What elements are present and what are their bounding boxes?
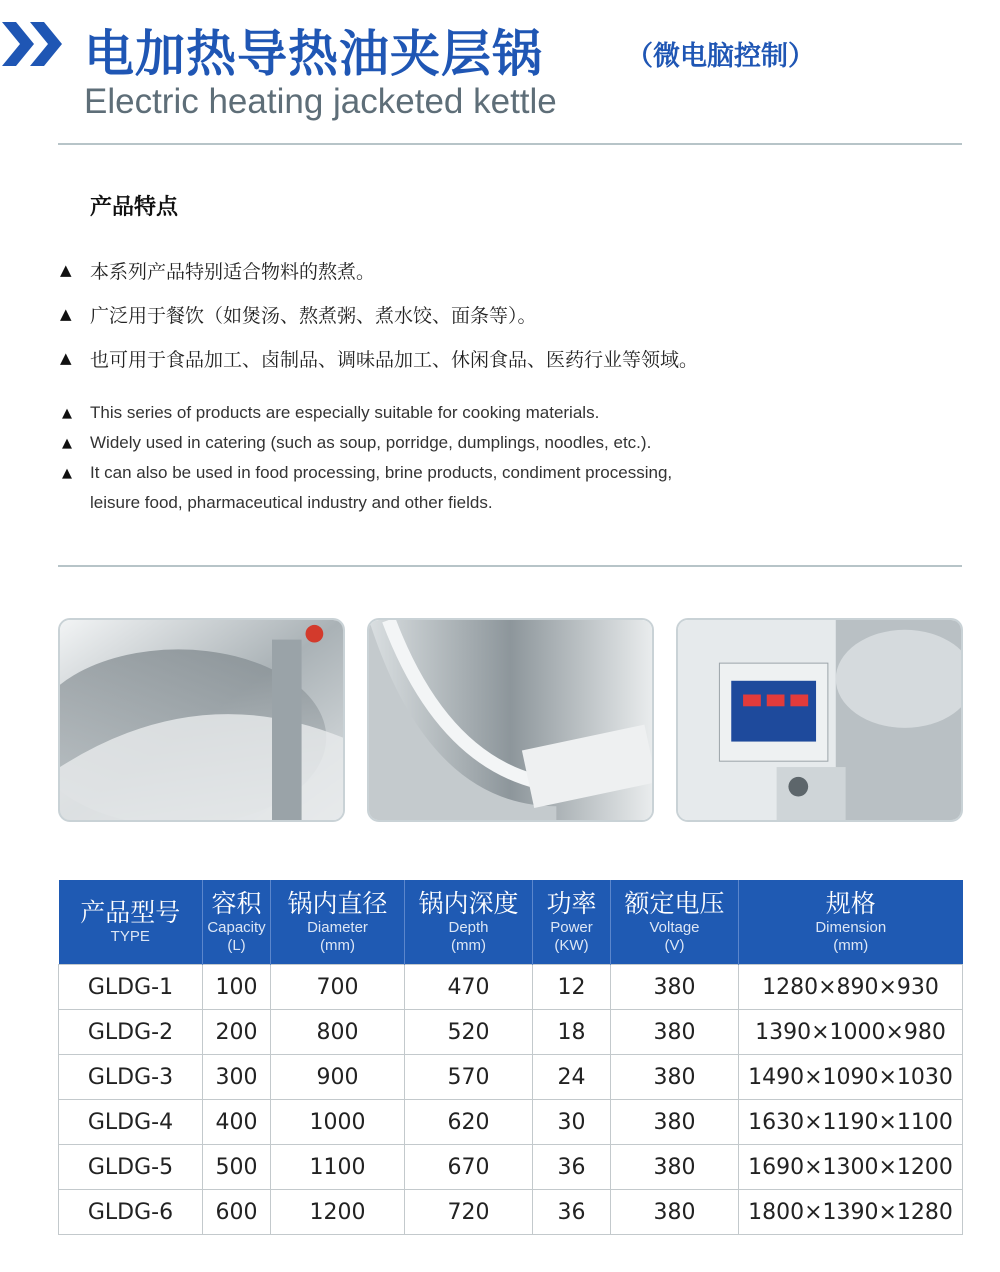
cell-capacity: 100 [203,965,271,1010]
cell-voltage: 380 [611,1100,739,1145]
triangle-bullet-icon: ▲ [60,261,72,279]
cell-dimension: 1390×1000×980 [739,1010,963,1055]
cell-dimension: 1800×1390×1280 [739,1190,963,1235]
feature-text: 也可用于食品加工、卤制品、调味品加工、休闲食品、医药行业等领域。 [90,348,699,371]
cell-power: 18 [533,1010,611,1055]
header-divider [58,143,962,145]
cell-depth: 520 [405,1010,533,1055]
triangle-bullet-icon: ▲ [60,349,72,367]
cell-power: 36 [533,1145,611,1190]
cell-voltage: 380 [611,1010,739,1055]
feature-text: 广泛用于餐饮（如煲汤、熬煮粥、煮水饺、面条等）。 [90,304,537,327]
cell-capacity: 500 [203,1145,271,1190]
cell-depth: 470 [405,965,533,1010]
table-row [59,1010,963,1055]
triangle-bullet-icon: ▲ [62,405,72,421]
cell-diameter: 1100 [271,1145,405,1190]
column-header-depth: 锅内深度 Depth (mm) [405,880,533,965]
cell-voltage: 380 [611,1190,739,1235]
triangle-bullet-icon: ▲ [62,465,72,481]
cell-power: 30 [533,1100,611,1145]
table-row [59,1100,963,1145]
table-row [59,1145,963,1190]
cell-capacity: 400 [203,1100,271,1145]
cell-voltage: 380 [611,965,739,1010]
page-title: 电加热导热油夹层锅 [84,25,543,83]
table-header-row [59,880,963,965]
cell-diameter: 1000 [271,1100,405,1145]
features-heading: 产品特点 [90,195,179,220]
feature-text-en: Widely used in catering (such as soup, porridge, dumplings, noodles, etc.). [90,433,652,452]
cell-diameter: 1200 [271,1190,405,1235]
cell-depth: 570 [405,1055,533,1100]
cell-voltage: 380 [611,1145,739,1190]
cell-dimension: 1280×890×930 [739,965,963,1010]
cell-power: 24 [533,1055,611,1100]
cell-depth: 720 [405,1190,533,1235]
feature-text: 本系列产品特别适合物料的熬煮。 [90,260,376,283]
column-header-dimension: 规格 Dimension (mm) [739,880,963,965]
cell-dimension: 1490×1090×1030 [739,1055,963,1100]
triangle-bullet-icon: ▲ [60,305,72,323]
feature-text-en: This series of products are especially suitable for cooking materials. [90,403,600,422]
triangle-bullet-icon: ▲ [62,435,72,451]
cell-voltage: 380 [611,1055,739,1100]
column-header-diameter: 锅内直径 Diameter (mm) [271,880,405,965]
list-item [62,398,672,428]
column-header-voltage: 额定电压 Voltage (V) [611,880,739,965]
product-photo-kettle-rim [367,618,654,822]
list-item [60,292,698,336]
product-photo-control-panel [676,618,963,822]
list-item [62,458,672,488]
feature-text-en: It can also be used in food processing, brine products, condiment processing, [90,463,673,482]
cell-type: GLDG-4 [59,1100,203,1145]
page-title-english: Electric heating jacketed kettle [84,82,557,121]
cell-power: 12 [533,965,611,1010]
cell-type: GLDG-6 [59,1190,203,1235]
feature-text-en-continuation: leisure food, pharmaceutical industry and other fields. [90,493,493,512]
cell-capacity: 300 [203,1055,271,1100]
double-chevron-right-icon [2,22,66,66]
cell-capacity: 600 [203,1190,271,1235]
cell-dimension: 1690×1300×1200 [739,1145,963,1190]
list-item [62,428,672,458]
features-list-zh [60,248,698,380]
column-header-type: 产品型号 TYPE [59,880,203,965]
table-row [59,1055,963,1100]
list-item [60,336,698,380]
features-list-en [62,398,672,518]
cell-diameter: 900 [271,1055,405,1100]
table-row [59,1190,963,1235]
cell-dimension: 1630×1190×1100 [739,1100,963,1145]
column-header-capacity: 容积 Capacity (L) [203,880,271,965]
product-photo-kettle-interior [58,618,345,822]
cell-power: 36 [533,1190,611,1235]
cell-diameter: 800 [271,1010,405,1055]
cell-type: GLDG-2 [59,1010,203,1055]
cell-capacity: 200 [203,1010,271,1055]
cell-depth: 670 [405,1145,533,1190]
section-divider [58,565,962,567]
spec-table [58,880,963,1235]
cell-type: GLDG-3 [59,1055,203,1100]
cell-type: GLDG-1 [59,965,203,1010]
table-row [59,965,963,1010]
cell-diameter: 700 [271,965,405,1010]
column-header-power: 功率 Power (KW) [533,880,611,965]
list-item [60,248,698,292]
cell-depth: 620 [405,1100,533,1145]
page-title-subtitle: （微电脑控制） [626,41,815,72]
cell-type: GLDG-5 [59,1145,203,1190]
